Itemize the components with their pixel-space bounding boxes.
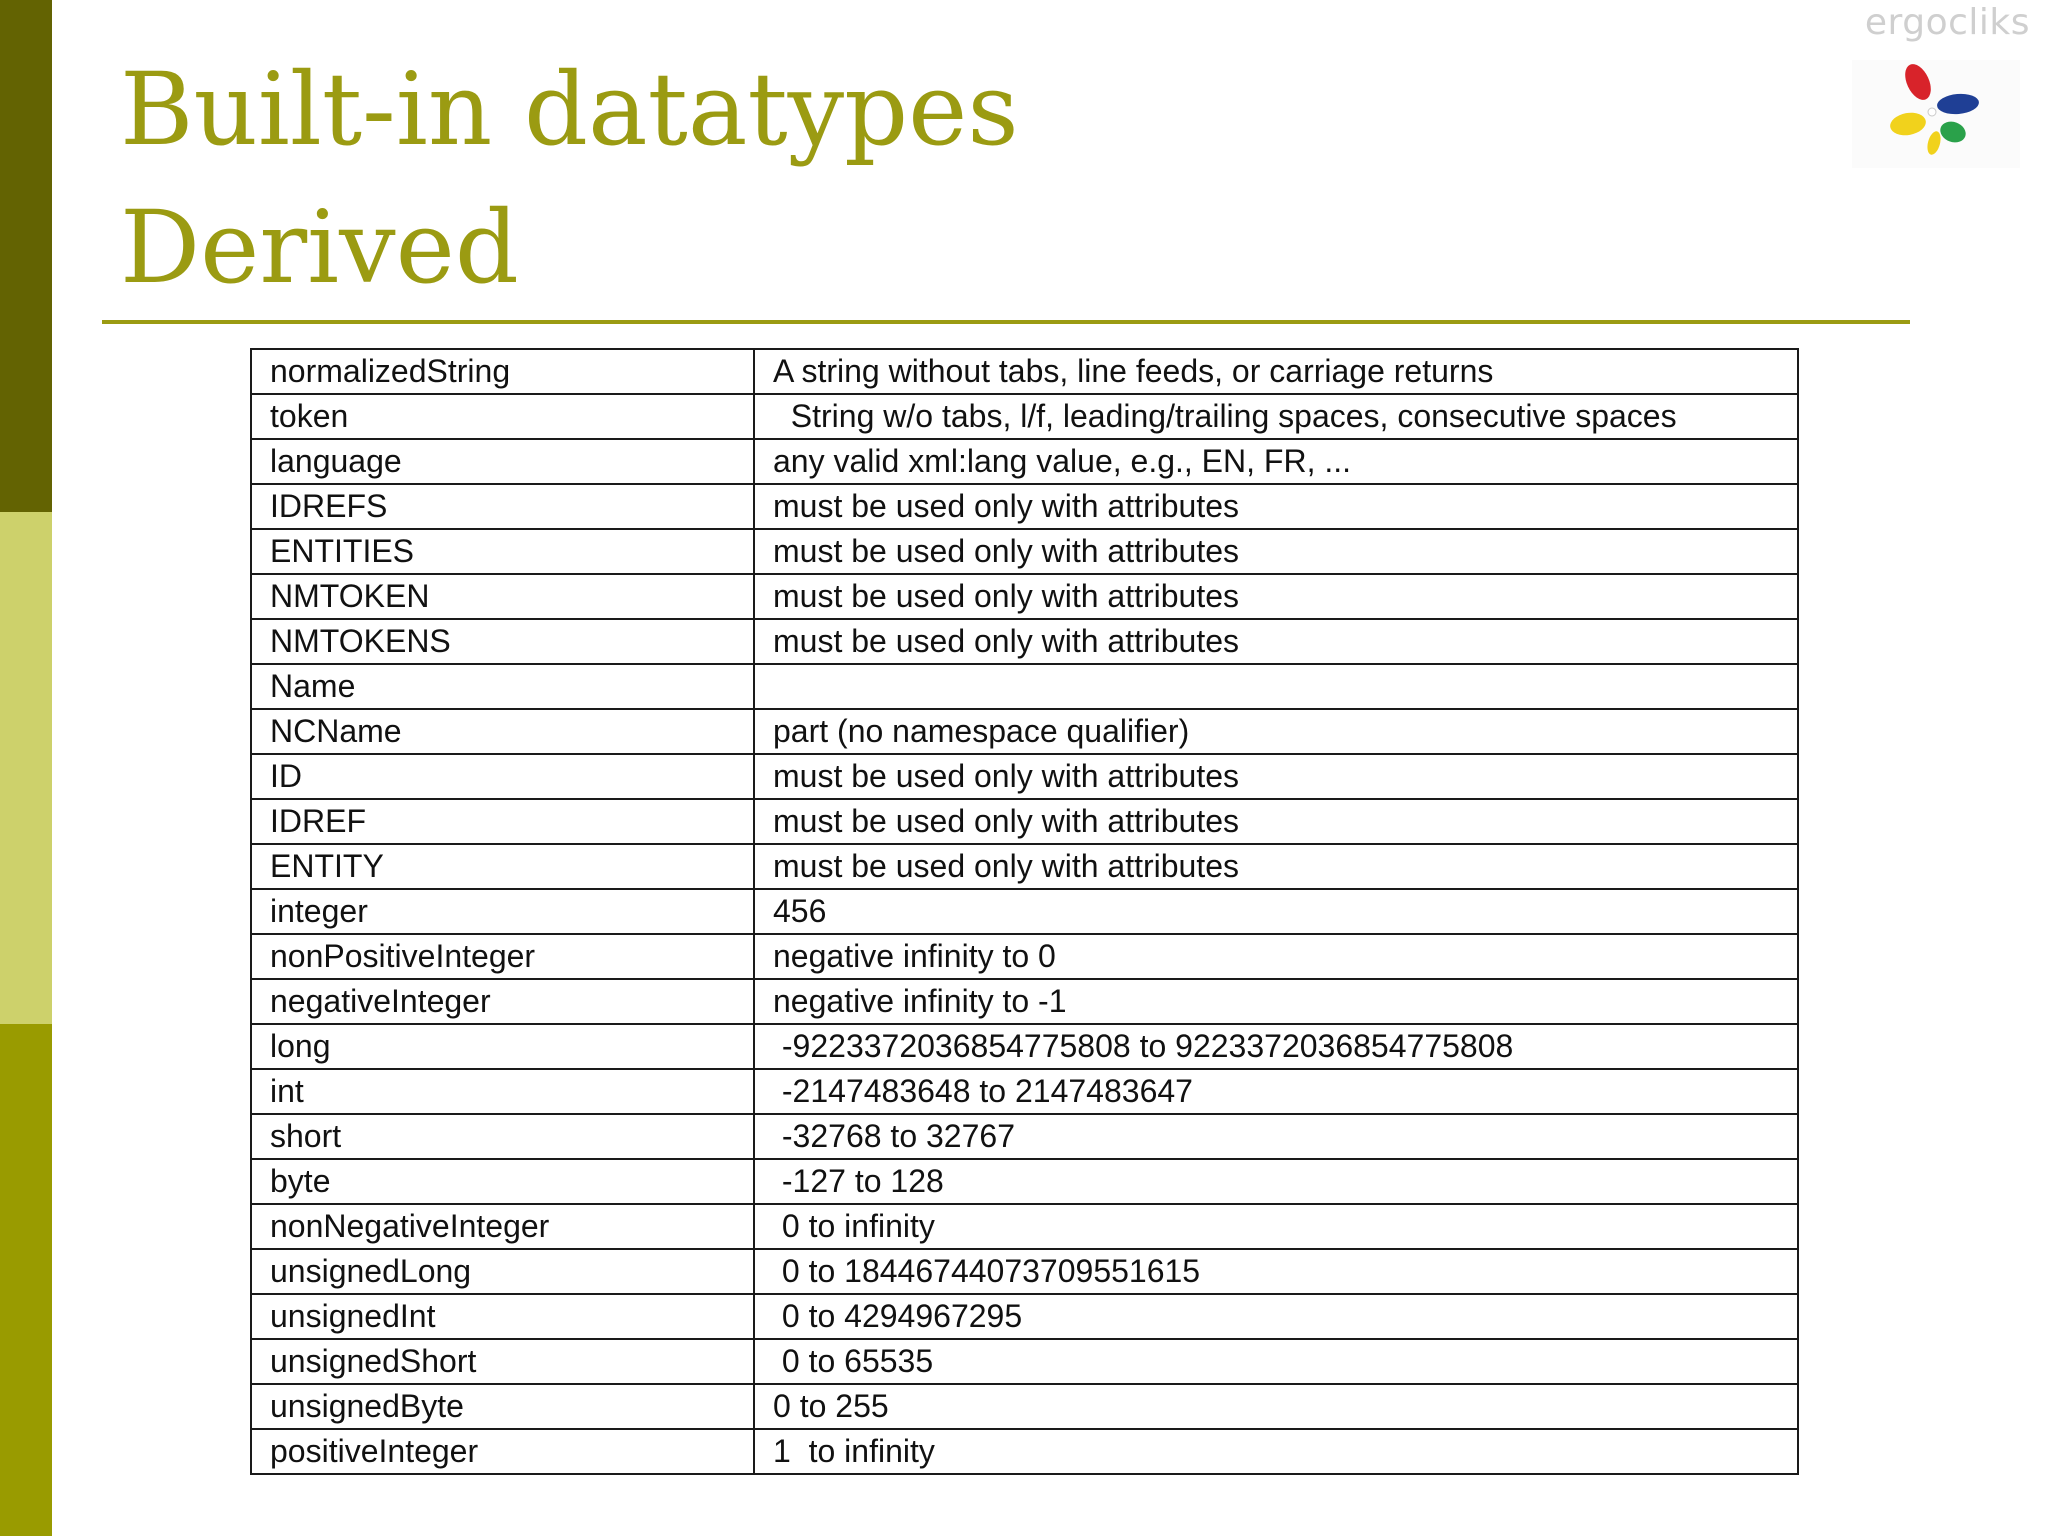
datatype-description-cell: must be used only with attributes [754,484,1798,529]
table-row [251,1159,1798,1204]
datatype-name-cell: positiveInteger [251,1429,754,1474]
datatype-description-cell: negative infinity to 0 [754,934,1798,979]
table-row [251,1429,1798,1474]
brand-name: ergocliks [1864,2,2030,43]
datatype-name-cell: ID [251,754,754,799]
table-row [251,1294,1798,1339]
datatypes-table [250,348,1799,1475]
table-row [251,1384,1798,1429]
datatype-name-cell: unsignedByte [251,1384,754,1429]
datatype-name-cell: ENTITIES [251,529,754,574]
datatype-name-cell: NMTOKEN [251,574,754,619]
datatype-name-cell: negativeInteger [251,979,754,1024]
table-row [251,394,1798,439]
title-line-2: Derived [120,189,519,306]
datatype-description-cell: A string without tabs, line feeds, or carriage returns [754,349,1798,394]
datatype-description-cell: any valid xml:lang value, e.g., EN, FR, ... [754,439,1798,484]
datatype-name-cell: int [251,1069,754,1114]
datatype-name-cell: long [251,1024,754,1069]
datatype-name-cell: short [251,1114,754,1159]
datatype-name-cell: unsignedShort [251,1339,754,1384]
datatype-name-cell: IDREFS [251,484,754,529]
datatype-description-cell: 0 to 18446744073709551615 [754,1249,1798,1294]
table-row [251,664,1798,709]
table-row [251,889,1798,934]
datatype-name-cell: token [251,394,754,439]
datatype-description-cell: -9223372036854775808 to 9223372036854775808 [754,1024,1798,1069]
table-row [251,1204,1798,1249]
datatype-description-cell: must be used only with attributes [754,574,1798,619]
datatype-description-cell: -32768 to 32767 [754,1114,1798,1159]
datatype-description-cell: 1 to infinity [754,1429,1798,1474]
datatype-description-cell: must be used only with attributes [754,844,1798,889]
datatype-name-cell: Name [251,664,754,709]
datatype-name-cell: nonNegativeInteger [251,1204,754,1249]
table-row [251,1249,1798,1294]
datatype-description-cell: String w/o tabs, l/f, leading/trailing spaces, consecutive spaces [754,394,1798,439]
title-divider [102,320,1910,324]
table-row [251,619,1798,664]
table-row [251,1114,1798,1159]
datatype-description-cell: must be used only with attributes [754,619,1798,664]
datatype-name-cell: IDREF [251,799,754,844]
table-row [251,979,1798,1024]
datatype-name-cell: NCName [251,709,754,754]
datatype-description-cell: 0 to 65535 [754,1339,1798,1384]
flower-logo-icon [1852,60,2020,168]
left-band-top [0,0,52,512]
datatype-description-cell: must be used only with attributes [754,754,1798,799]
table-row [251,934,1798,979]
datatype-name-cell: ENTITY [251,844,754,889]
table-row [251,709,1798,754]
table-row [251,1069,1798,1114]
datatype-description-cell: -127 to 128 [754,1159,1798,1204]
left-band-bottom [0,1024,52,1536]
datatype-name-cell: byte [251,1159,754,1204]
datatype-name-cell: normalizedString [251,349,754,394]
table-row [251,484,1798,529]
table-row [251,799,1798,844]
table-row [251,349,1798,394]
datatype-description-cell: part (no namespace qualifier) [754,709,1798,754]
table-row [251,754,1798,799]
datatype-name-cell: nonPositiveInteger [251,934,754,979]
table-row [251,1339,1798,1384]
datatype-description-cell: 456 [754,889,1798,934]
table-row [251,439,1798,484]
datatype-description-cell [754,664,1798,709]
datatype-description-cell: -2147483648 to 2147483647 [754,1069,1798,1114]
title-line-1: Built-in datatypes [120,51,1019,168]
table-row [251,529,1798,574]
datatype-name-cell: unsignedInt [251,1294,754,1339]
table-row [251,844,1798,889]
datatype-description-cell: must be used only with attributes [754,529,1798,574]
datatype-description-cell: 0 to 255 [754,1384,1798,1429]
datatype-description-cell: negative infinity to -1 [754,979,1798,1024]
table-row [251,1024,1798,1069]
left-band-middle [0,512,52,1024]
datatype-name-cell: language [251,439,754,484]
datatype-name-cell: integer [251,889,754,934]
datatype-description-cell: 0 to infinity [754,1204,1798,1249]
datatype-description-cell: 0 to 4294967295 [754,1294,1798,1339]
table-row [251,574,1798,619]
datatype-description-cell: must be used only with attributes [754,799,1798,844]
datatype-name-cell: NMTOKENS [251,619,754,664]
datatype-name-cell: unsignedLong [251,1249,754,1294]
